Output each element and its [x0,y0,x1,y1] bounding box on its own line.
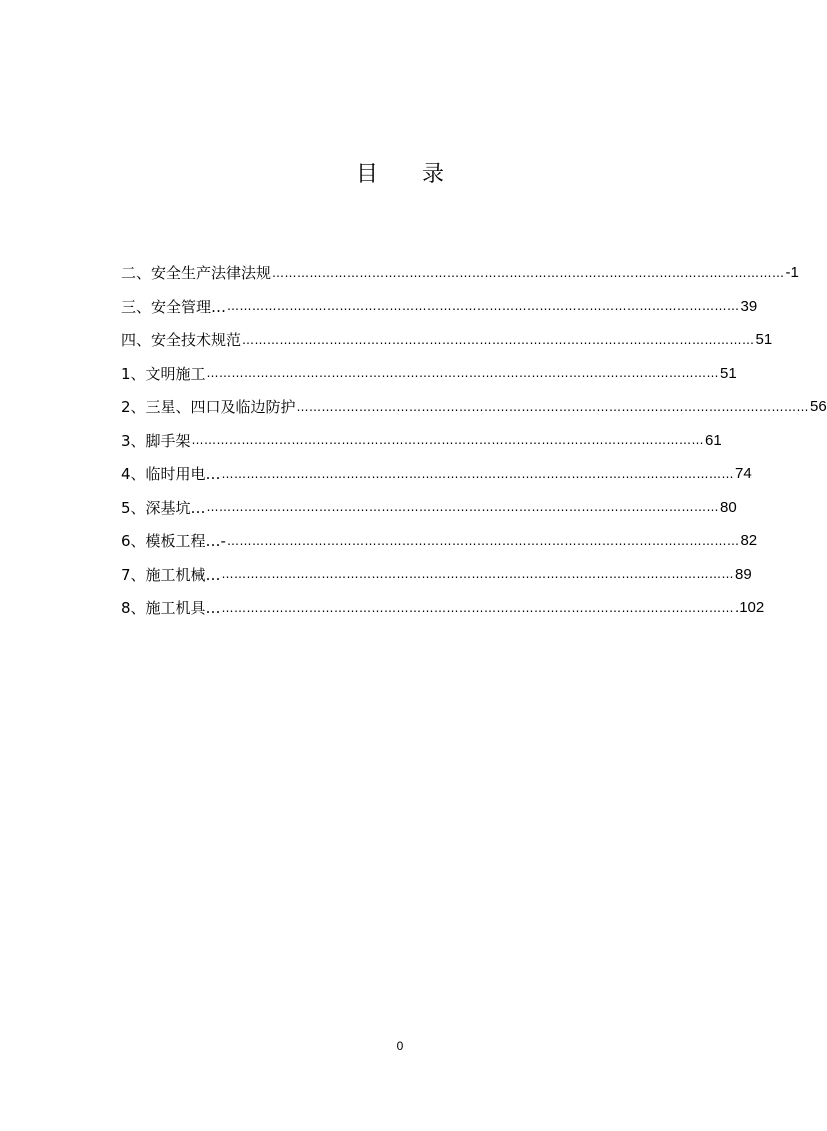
toc-entry[interactable] [121,390,827,424]
toc-entry-label: 5、深基坑… [121,498,206,517]
toc-entry-page: 80 [720,498,737,516]
toc-entry-page: 61 [705,431,722,449]
toc-entry[interactable] [121,591,765,625]
toc-entry-page: 74 [735,465,752,483]
toc-leader-dots: …………………………………………………………………………………………………………… [221,600,735,615]
toc-entry-label: 2、三星、四口及临边防护 [121,398,296,417]
toc-entry-label: 8、施工机具… [121,599,221,618]
toc-title-right: 录 [422,162,445,187]
toc-leader-dots: …………………………………………………………………………………………………………… [272,265,785,280]
toc-entry[interactable] [121,424,722,458]
toc-entry-page: -1 [785,264,799,282]
toc-entry[interactable] [121,256,799,290]
table-of-contents [121,256,827,625]
toc-title-left: 目 [355,162,378,187]
toc-entry[interactable] [121,524,758,558]
toc-leader-dots: …………………………………………………………………………………………………………… [221,567,735,582]
toc-leader-dots: …………………………………………………………………………………………………………… [296,399,810,414]
toc-entry-page: .102 [735,599,765,617]
toc-entry-label: 6、模板工程…- [121,532,226,551]
toc-leader-dots: …………………………………………………………………………………………………………… [206,500,720,515]
toc-entry-page: 51 [720,364,737,382]
toc-entry-page: 82 [740,532,758,550]
toc-entry-label: 四、安全技术规范 [121,331,242,350]
toc-entry-label: 3、脚手架 [121,431,191,450]
toc-entry[interactable] [121,357,737,391]
toc-entry-page: 51 [755,331,773,349]
toc-entry-page: 56 [810,398,827,416]
toc-leader-dots: …………………………………………………………………………………………………………… [226,533,740,548]
toc-entry[interactable] [121,323,773,357]
toc-title [0,157,800,188]
page-number: 0 [396,1039,404,1053]
toc-entry[interactable] [121,457,752,491]
toc-entry-page: 89 [735,565,752,583]
toc-entry-page: 39 [740,297,758,315]
toc-entry-label: 7、施工机械… [121,565,221,584]
toc-entry-label: 二、安全生产法律法规 [121,264,272,283]
toc-leader-dots: …………………………………………………………………………………………………………… [242,332,755,347]
toc-entry[interactable] [121,491,737,525]
toc-entry-label: 三、安全管理… [121,297,227,316]
toc-entry-label: 1、文明施工 [121,364,206,383]
toc-entry-label: 4、临时用电… [121,465,221,484]
toc-entry[interactable] [121,290,758,324]
toc-entry[interactable] [121,558,752,592]
toc-leader-dots: …………………………………………………………………………………………………………… [227,299,740,314]
toc-leader-dots: …………………………………………………………………………………………………………… [221,466,735,481]
toc-leader-dots: …………………………………………………………………………………………………………… [191,433,705,448]
toc-leader-dots: …………………………………………………………………………………………………………… [206,366,720,381]
